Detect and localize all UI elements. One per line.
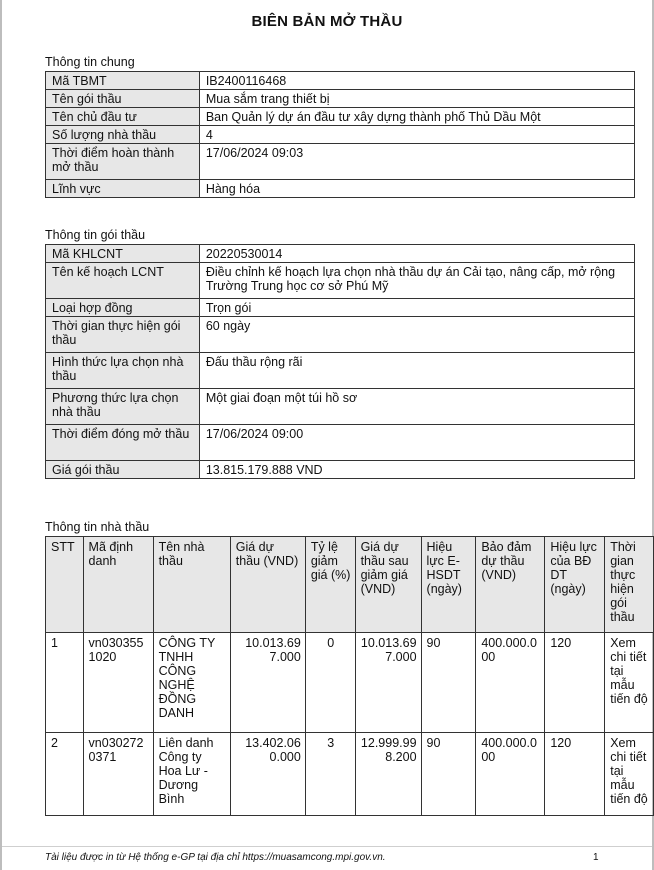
col-header-ma-dinh-danh: Mã định danh — [83, 537, 153, 633]
table-row — [46, 72, 635, 90]
cell-hieu-luc-ehsdt: 90 — [421, 733, 476, 816]
value-ten-goi-thau: Mua sắm trang thiết bị — [199, 90, 634, 108]
label-linh-vuc: Lĩnh vực — [46, 180, 200, 198]
cell-ma-dinh-danh: vn0303551020 — [83, 633, 153, 733]
table-row — [46, 108, 635, 126]
label-thoi-diem-hoan-thanh: Thời điểm hoàn thành mở thầu — [46, 144, 200, 180]
label-so-luong-nha-thau: Số lượng nhà thầu — [46, 126, 200, 144]
cell-gia-sau-giam: 12.999.998.200 — [355, 733, 421, 816]
value-loai-hop-dong: Trọn gói — [199, 299, 634, 317]
section-bidders-heading: Thông tin nhà thầu — [45, 520, 150, 534]
value-thoi-diem-dong-mo: 17/06/2024 09:00 — [199, 425, 634, 461]
value-linh-vuc: Hàng hóa — [199, 180, 634, 198]
cell-hieu-luc-bddt: 120 — [545, 633, 605, 733]
value-phuong-thuc-lua-chon: Một giai đoạn một túi hồ sơ — [199, 389, 634, 425]
cell-bao-dam-du-thau: 400.000.000 — [476, 733, 545, 816]
cell-hieu-luc-bddt: 120 — [545, 733, 605, 816]
label-loai-hop-dong: Loại hợp đồng — [46, 299, 200, 317]
value-hinh-thuc-lua-chon: Đấu thầu rộng rãi — [199, 353, 634, 389]
table-row — [46, 126, 635, 144]
label-phuong-thuc-lua-chon: Phương thức lựa chọn nhà thầu — [46, 389, 200, 425]
table-row — [46, 461, 635, 479]
cell-stt: 1 — [46, 633, 84, 733]
value-ma-tbmt: IB2400116468 — [199, 72, 634, 90]
label-hinh-thuc-lua-chon: Hình thức lựa chọn nhà thầu — [46, 353, 200, 389]
table-row — [46, 317, 635, 353]
table-row — [46, 90, 635, 108]
label-ten-ke-hoach: Tên kế hoạch LCNT — [46, 263, 200, 299]
cell-ten-nha-thau: Liên danh Công ty Hoa Lư - Dương Bình — [153, 733, 230, 816]
label-gia-goi-thau: Giá gói thầu — [46, 461, 200, 479]
label-ten-chu-dau-tu: Tên chủ đầu tư — [46, 108, 200, 126]
section-general-heading: Thông tin chung — [45, 55, 135, 69]
table-row — [46, 299, 635, 317]
cell-gia-sau-giam: 10.013.697.000 — [355, 633, 421, 733]
table-row — [46, 633, 654, 733]
value-ma-khlcnt: 20220530014 — [199, 245, 634, 263]
table-row — [46, 144, 635, 180]
col-header-hieu-luc-ehsdt: Hiệu lực E-HSDT (ngày) — [421, 537, 476, 633]
document-title: BIÊN BẢN MỞ THẦU — [251, 13, 403, 30]
cell-ma-dinh-danh: vn0302720371 — [83, 733, 153, 816]
table-row — [46, 263, 635, 299]
col-header-ty-le-giam-gia: Tỷ lệ giảm giá (%) — [305, 537, 355, 633]
table-row — [46, 425, 635, 461]
cell-hieu-luc-ehsdt: 90 — [421, 633, 476, 733]
table-header-row — [46, 537, 654, 633]
table-row — [46, 733, 654, 816]
value-so-luong-nha-thau: 4 — [199, 126, 634, 144]
cell-ten-nha-thau: CÔNG TY TNHH CÔNG NGHỆ ĐỒNG DANH — [153, 633, 230, 733]
label-ma-khlcnt: Mã KHLCNT — [46, 245, 200, 263]
col-header-ten-nha-thau: Tên nhà thầu — [153, 537, 230, 633]
value-thoi-gian-thuc-hien: 60 ngày — [199, 317, 634, 353]
section-package-heading: Thông tin gói thầu — [45, 228, 146, 242]
table-row — [46, 353, 635, 389]
cell-stt: 2 — [46, 733, 84, 816]
cell-gia-du-thau: 10.013.697.000 — [230, 633, 305, 733]
value-gia-goi-thau: 13.815.179.888 VND — [199, 461, 634, 479]
col-header-stt: STT — [46, 537, 84, 633]
label-thoi-diem-dong-mo: Thời điểm đóng mở thầu — [46, 425, 200, 461]
cell-bao-dam-du-thau: 400.000.000 — [476, 633, 545, 733]
bidders-table — [45, 536, 654, 816]
value-ten-ke-hoach: Điều chỉnh kế hoạch lựa chọn nhà thầu dự án Cải tạo, nâng cấp, mở rộng Trường Trung học cơ sở Phú Mỹ — [199, 263, 634, 299]
cell-ty-le-giam-gia: 3 — [305, 733, 355, 816]
table-row — [46, 389, 635, 425]
table-row — [46, 180, 635, 198]
value-ten-chu-dau-tu: Ban Quản lý dự án đầu tư xây dựng thành phố Thủ Dầu Một — [199, 108, 634, 126]
col-header-thoi-gian-thuc-hien: Thời gian thực hiện gói thầu — [605, 537, 654, 633]
general-info-table — [45, 71, 635, 198]
col-header-gia-sau-giam: Giá dự thầu sau giảm giá (VND) — [355, 537, 421, 633]
col-header-gia-du-thau: Giá dự thầu (VND) — [230, 537, 305, 633]
col-header-hieu-luc-bddt: Hiệu lực của BĐ DT (ngày) — [545, 537, 605, 633]
cell-gia-du-thau: 13.402.060.000 — [230, 733, 305, 816]
label-ten-goi-thau: Tên gói thầu — [46, 90, 200, 108]
page-edge-left — [0, 0, 2, 870]
col-header-bao-dam-du-thau: Bảo đảm dự thầu (VND) — [476, 537, 545, 633]
cell-thoi-gian-thuc-hien: Xem chi tiết tại mẫu tiến độ — [605, 733, 654, 816]
table-row — [46, 245, 635, 263]
cell-ty-le-giam-gia: 0 — [305, 633, 355, 733]
cell-thoi-gian-thuc-hien: Xem chi tiết tại mẫu tiến độ — [605, 633, 654, 733]
page-number: 1 — [593, 852, 599, 863]
package-info-table — [45, 244, 635, 479]
value-thoi-diem-hoan-thanh: 17/06/2024 09:03 — [199, 144, 634, 180]
label-ma-tbmt: Mã TBMT — [46, 72, 200, 90]
footer-note: Tài liệu được in từ Hệ thống e-GP tại địa chỉ https://muasamcong.mpi.gov.vn. — [45, 852, 386, 863]
label-thoi-gian-thuc-hien: Thời gian thực hiện gói thầu — [46, 317, 200, 353]
footer-divider — [2, 846, 652, 847]
